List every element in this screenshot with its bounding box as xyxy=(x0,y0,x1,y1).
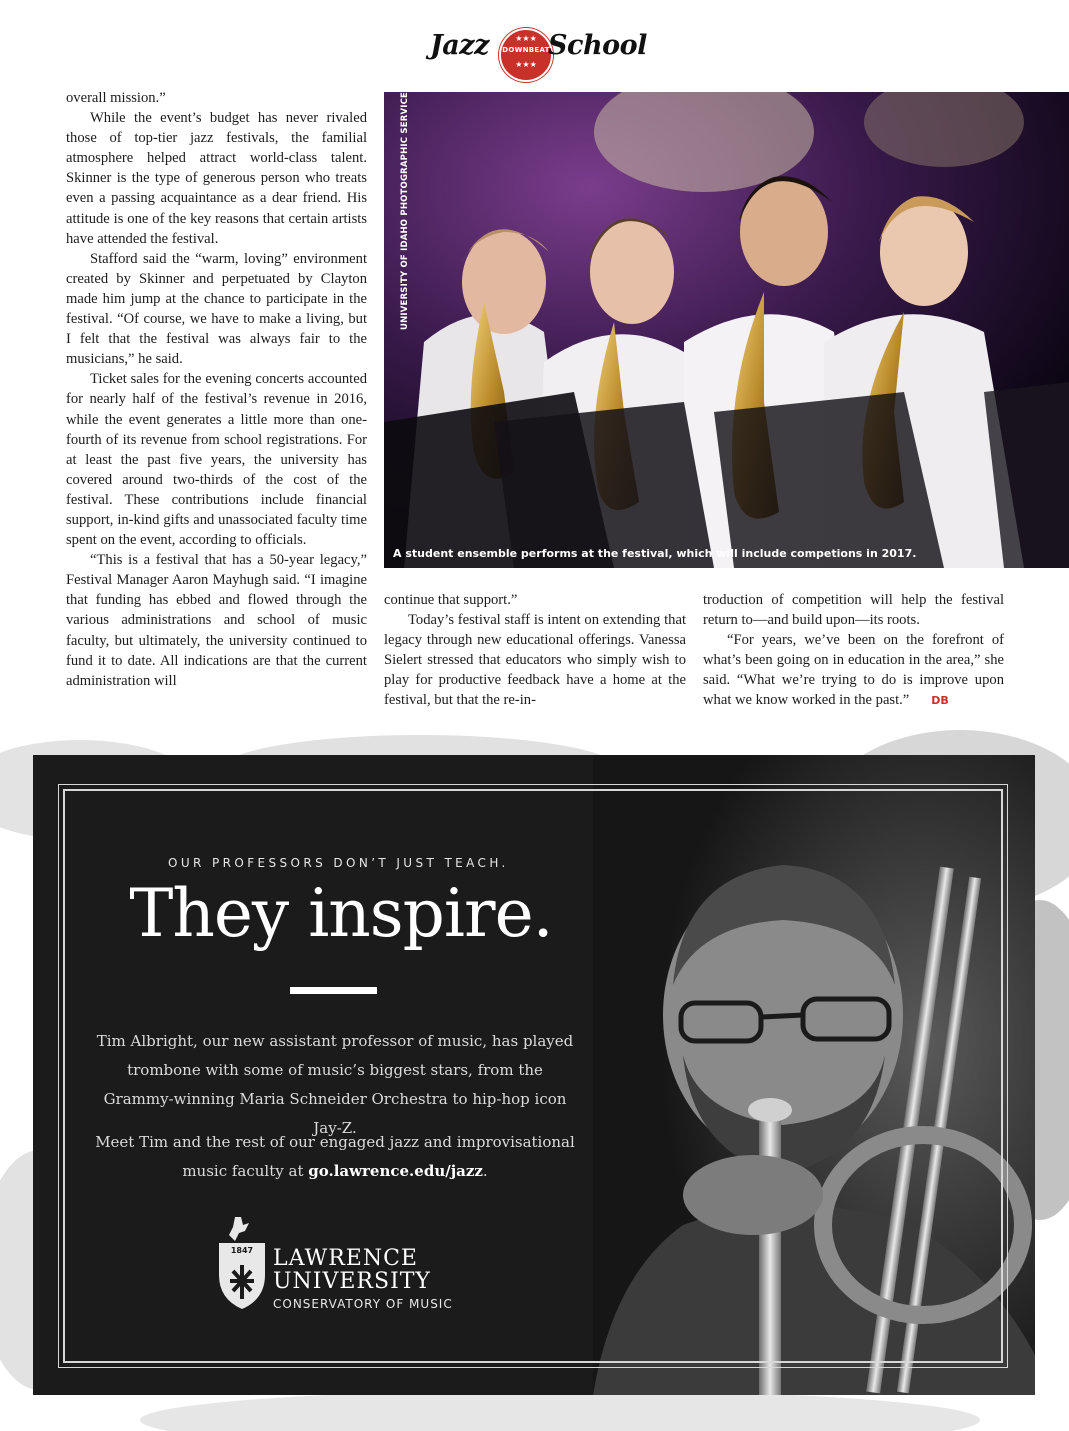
student-ensemble-photo xyxy=(384,92,1069,568)
seal-stars-top: ★★★ xyxy=(515,34,537,43)
seal-text: DOWNBEAT xyxy=(502,46,550,54)
photo-caption: A student ensemble performs at the festival, which will include competions in 2017. xyxy=(393,547,917,560)
article-column-2 xyxy=(384,590,686,711)
logo-school-word: School xyxy=(548,30,647,61)
magazine-section-header xyxy=(0,28,1069,68)
lawrence-university-ad xyxy=(33,755,1035,1395)
ad-eyebrow: OUR PROFESSORS DON’T JUST TEACH. xyxy=(168,856,509,870)
logo-jazz-word: Jazz xyxy=(430,30,489,61)
paragraph: continue that support.” xyxy=(384,592,518,608)
lawrence-university-logo xyxy=(211,1213,471,1313)
article-column-1 xyxy=(66,88,367,691)
ad-body-text-1: Tim Albright, our new assistant professor of music, has played trombone with some of music’s biggest stars, from the Grammy-winning Maria Schneider Orchestra to hip-hop icon Jay-Z. xyxy=(96,1032,574,1137)
paragraph: “This is a festival that has a 50-year legacy,” Festival Manager Aaron Mayhugh said. “I imagine that funding has ebbed and flowed through the various administrations and school of music faculty, but ultimately, the university continued to fund it to date. All indications are that the current administration will xyxy=(66,552,367,689)
crest-year: 1847 xyxy=(230,1246,254,1255)
paragraph: Today’s festival staff is intent on extending that legacy through new educational offerings. Vanessa Sielert stressed that educators who simply wish to play for productive feedback have a home at the festival, but that the re-in- xyxy=(384,612,686,709)
logo-subtitle: CONSERVATORY OF MUSIC xyxy=(273,1297,453,1311)
paragraph: troduction of competition will help the festival return to—and build upon—its roots. xyxy=(703,592,1004,629)
ad-website-link[interactable]: go.lawrence.edu/jazz xyxy=(308,1162,483,1180)
ad-body-text-2 xyxy=(95,1128,575,1186)
paragraph: Stafford said the “warm, loving” environment created by Skinner and perpetuated by Clayton made him jump at the chance to participate in the festival. “Of course, we have to make a living, but I felt that the festival was always fair to the musicians,” he said. xyxy=(66,250,367,368)
downbeat-seal-logo xyxy=(499,28,553,82)
paragraph: Ticket sales for the evening concerts accounted for nearly half of the festival’s revenue in 2016, while the event generates a little more than one-fourth of its revenue from school registrations. For at least the past five years, the university has covered around two-thirds of the cost of the festival. These contributions include financial support, in-kind gifts and unassociated faculty time spent on the event, according to officials. xyxy=(66,371,367,549)
end-mark-db: DB xyxy=(931,694,949,708)
seal-stars-bottom: ★★★ xyxy=(515,60,537,69)
paragraph: While the event’s budget has never rivaled those of top-tier jazz festivals, the familial atmosphere helped attract world-class talent. Skinner is the type of generous person who treats even a passing acquaintance as a dear friend. His attitude is one of the key reasons that certain artists have attended the festival. xyxy=(66,110,367,247)
paragraph xyxy=(703,630,1004,711)
photo-credit xyxy=(386,85,410,332)
logo-name-line-2: UNIVERSITY xyxy=(273,1269,431,1294)
article-column-3 xyxy=(703,590,1004,712)
photo-illustration xyxy=(384,92,1069,568)
closing-paragraph-text: “For years, we’ve been on the forefront of what’s been going on in education in the area,” she said. “What we’re trying to do is improve upon what we know worked in the past.” xyxy=(703,632,1004,709)
ad-headline: They inspire. xyxy=(129,875,553,952)
logo-name-line-1: LAWRENCE xyxy=(273,1246,418,1271)
ad-divider-rule xyxy=(290,987,377,994)
crest-icon xyxy=(211,1213,267,1313)
ad-body2-suffix: . xyxy=(482,1162,488,1180)
paragraph: overall mission.” xyxy=(66,90,166,106)
photo-credit-text: UNIVERSITY OF IDAHO PHOTOGRAPHIC SERVICES xyxy=(400,85,410,330)
ad-body2-prefix: Meet Tim and the rest of our engaged jazz and improvisational music faculty at xyxy=(95,1133,575,1180)
